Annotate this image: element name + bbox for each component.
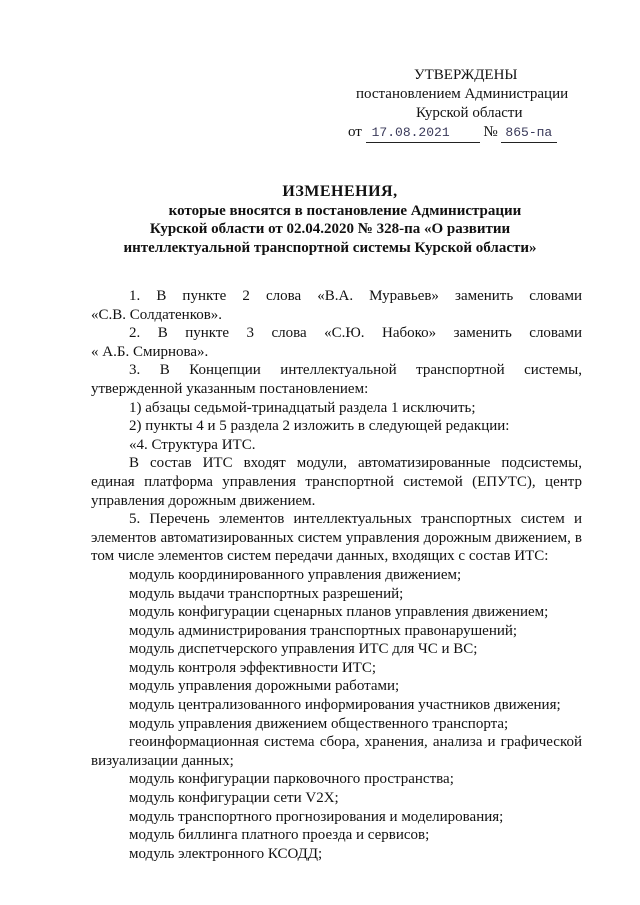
approval-date-number — [330, 123, 610, 143]
paragraph-4: В состав ИТС входят модули, автоматизированные подсистемы, единая платформа управления транспортной системой (ЕПУТС), центр управления дорожным движением. — [91, 455, 582, 509]
approval-issuer: постановлением Администрации — [356, 86, 569, 102]
list-item: модуль электронного КСОДД; — [129, 845, 323, 862]
heading-line-2: которые вносятся в постановление Администрации — [168, 202, 522, 219]
date-prefix: от — [348, 124, 362, 140]
paragraph-3-line-2: утвержденной указанным постановлением: — [91, 380, 369, 397]
list-item: модуль выдачи транспортных разрешений; — [129, 585, 404, 602]
approval-date: 17.08.2021 — [366, 123, 480, 143]
approval-stamp — [330, 66, 610, 143]
subitem-1: 1) абзацы седьмой-тринадцатый раздела 1 исключить; — [129, 399, 476, 416]
heading-title: ИЗМЕНЕНИЯ, — [282, 183, 398, 200]
paragraph-2-line-2: « А.Б. Смирнова». — [91, 343, 209, 360]
list-item: модуль транспортного прогнозирования и моделирования; — [129, 808, 504, 825]
subitem-3: «4. Структура ИТС. — [129, 436, 256, 453]
list-item: модуль администрирования транспортных правонарушений; — [129, 622, 518, 639]
heading-line-3: Курской области от 02.04.2020 № 328-па «О развитии — [149, 221, 511, 237]
number-prefix: № — [483, 124, 498, 140]
list-item: модуль централизованного информирования участников движения; — [129, 697, 561, 714]
list-item: модуль управления дорожными работами; — [129, 678, 400, 695]
approval-region: Курской области — [416, 105, 523, 121]
paragraph-1-line-1: 1. В пункте 2 слова «В.А. Муравьев» заменить словами — [129, 288, 582, 304]
approval-title: УТВЕРЖДЕНЫ — [414, 67, 518, 83]
subitem-2: 2) пункты 4 и 5 раздела 2 изложить в следующей редакции: — [129, 418, 510, 435]
heading-line-4: интеллектуальной транспортной системы Курской области» — [123, 239, 537, 256]
paragraph-2-line-1: 2. В пункте 3 слова «С.Ю. Набоко» заменить словами — [129, 325, 582, 342]
paragraph-5: 5. Перечень элементов интеллектуальных транспортных систем и элементов автоматизированных систем управления дорожным движением, в том числе элементов систем передачи данных, входящих с состав ИТС: — [91, 511, 582, 565]
paragraph-3-line-1: 3. В Концепции интеллектуальной транспортной системы, — [129, 362, 582, 379]
list-item: модуль диспетчерского управления ИТС для ЧС и ВС; — [129, 641, 478, 658]
list-item: модуль контроля эффективности ИТС; — [129, 659, 377, 676]
list-item: модуль конфигурации парковочного пространства; — [129, 771, 454, 788]
document-body — [91, 287, 582, 863]
list-item: модуль управления движением общественного транспорта; — [129, 715, 509, 732]
approval-number: 865-па — [501, 123, 557, 143]
document-heading — [100, 183, 560, 257]
list-item: модуль биллинга платного проезда и сервисов; — [129, 827, 430, 844]
geo-item: геоинформационная система сбора, хранения, анализа и графической визуализации данных; — [91, 734, 582, 769]
list-item: модуль конфигурации сценарных планов управления движением; — [129, 604, 549, 621]
list-item: модуль координированного управления движением; — [129, 566, 462, 583]
paragraph-1-line-2: «С.В. Солдатенков». — [91, 306, 223, 323]
list-item: модуль конфигурации сети V2X; — [129, 790, 339, 807]
